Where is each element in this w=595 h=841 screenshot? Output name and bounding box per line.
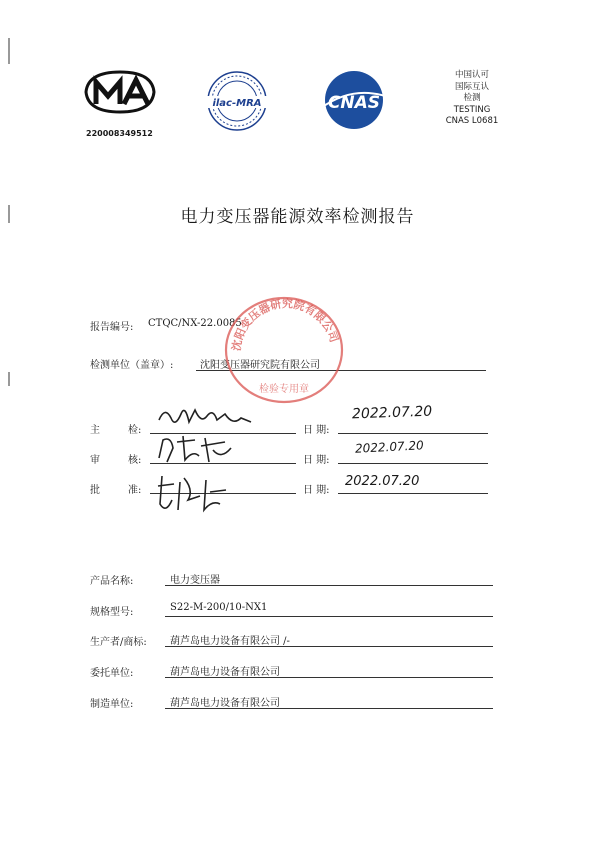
- manufacturer-value: 葫芦岛电力设备有限公司 /-: [170, 636, 290, 647]
- approver-label-a: 批: [90, 485, 100, 496]
- ilac-mra-logo: [203, 70, 271, 132]
- inspector-label-b: 检:: [128, 425, 142, 436]
- maker-label: 制造单位:: [90, 699, 134, 710]
- inspector-date-line: [338, 433, 488, 434]
- approver-signature: [150, 470, 240, 518]
- product-name-label: 产品名称:: [90, 576, 134, 587]
- report-number-label: 报告编号:: [90, 322, 134, 333]
- svg-text:CNAS: CNAS: [327, 93, 381, 113]
- cnas-text-line: TESTING: [453, 104, 491, 115]
- manufacturer-label: 生产者/商标:: [90, 637, 147, 648]
- reviewer-label-b: 核:: [128, 455, 142, 466]
- cnas-text-line: 国际互认: [454, 81, 489, 92]
- cma-number: 220008349512: [86, 129, 153, 138]
- client-underline: [165, 677, 493, 678]
- svg-text:ilac-MRA: ilac-MRA: [212, 98, 262, 109]
- inspector-date: 2022.07.20: [351, 403, 433, 423]
- model-underline: [165, 616, 493, 617]
- cnas-text-line: 中国认可: [454, 70, 489, 80]
- cma-logo: [80, 68, 158, 116]
- inspector-label-a: 主: [90, 425, 100, 436]
- reviewer-date: 2022.07.20: [354, 438, 425, 456]
- svg-text:检验专用章: 检验专用章: [259, 384, 309, 395]
- maker-value: 葫芦岛电力设备有限公司: [170, 698, 280, 709]
- cnas-accreditation-text: [432, 70, 512, 128]
- approver-date: 2022.07.20: [345, 474, 420, 489]
- product-name-underline: [165, 585, 493, 586]
- binding-mark-lower: [8, 372, 10, 386]
- maker-underline: [165, 708, 493, 709]
- model-value: S22-M-200/10-NX1: [170, 602, 268, 613]
- approver-date-label: 日 期:: [303, 485, 330, 496]
- cnas-logo: [313, 70, 396, 130]
- report-number-value: CTQC/NX-22.0085: [148, 318, 242, 329]
- reviewer-date-label: 日 期:: [303, 455, 330, 466]
- official-seal: [220, 292, 348, 404]
- report-title: 电力变压器能源效率检测报告: [180, 207, 415, 227]
- client-value: 葫芦岛电力设备有限公司: [170, 667, 280, 678]
- product-name-value: 电力变压器: [170, 575, 220, 586]
- testing-unit-value: 沈阳变压器研究院有限公司: [200, 360, 320, 371]
- inspector-date-label: 日 期:: [303, 425, 330, 436]
- cnas-text-line: 检测: [463, 93, 481, 103]
- inspector-signature: [155, 400, 265, 434]
- reviewer-label-a: 审: [90, 455, 100, 466]
- testing-unit-label: 检测单位（盖章）:: [90, 360, 174, 371]
- reviewer-date-line: [338, 463, 488, 464]
- approver-date-line: [338, 493, 488, 494]
- manufacturer-underline: [165, 646, 493, 647]
- approver-label-b: 准:: [128, 485, 142, 496]
- model-label: 规格型号:: [90, 607, 134, 618]
- cnas-text-line: CNAS L0681: [445, 116, 499, 126]
- binding-mark-top: [8, 38, 10, 64]
- reviewer-signature: [155, 432, 245, 466]
- svg-text:沈阳变压器研究院有限公司: 沈阳变压器研究院有限公司: [229, 297, 341, 352]
- client-label: 委托单位:: [90, 668, 134, 679]
